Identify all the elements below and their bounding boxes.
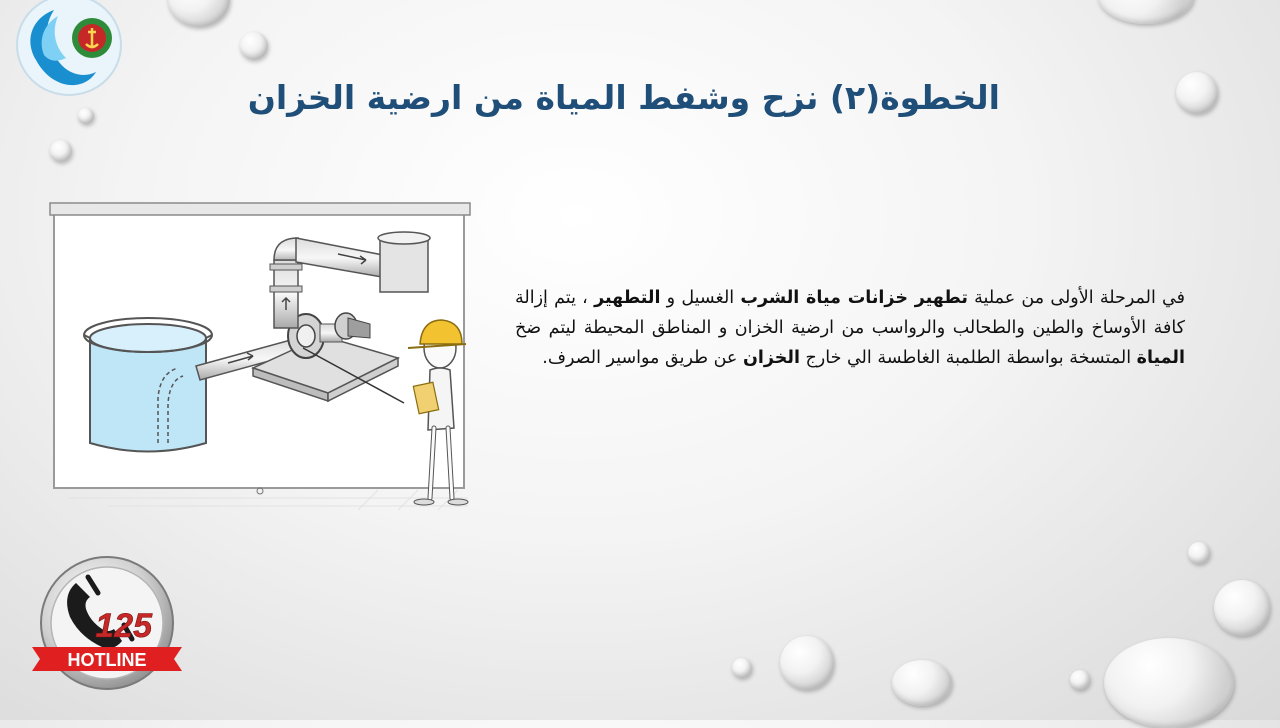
water-drop-decoration [1098,0,1194,24]
paragraph-bold: تطهير خزانات مياة الشرب [740,288,968,308]
water-drop-decoration [50,140,72,162]
water-drop-decoration [240,32,268,60]
water-drop-decoration [168,0,230,27]
water-drop-decoration [1214,580,1270,636]
paragraph-bold: المياة [1136,348,1185,368]
hotline-badge [32,555,182,695]
description-paragraph [515,283,1185,373]
water-drop-decoration [1176,72,1218,114]
paragraph-bold: التطهير [594,288,661,308]
paragraph-bold: الخزان [742,348,800,368]
water-drop-decoration [732,658,752,678]
paragraph-text: المتسخة بواسطة الطلمبة الغاطسة الي خارج [799,348,1137,368]
organization-logo [14,0,124,100]
water-drop-decoration [1104,638,1234,728]
paragraph-text: في المرحلة الأولى من عملية [967,288,1186,308]
paragraph-text: الغسيل و [660,288,741,308]
water-drop-decoration [780,636,834,690]
paragraph-text: ، يتم إزالة كافة الأوساخ والطين والطحالب والرواسب من ارضية الخزان و المناطق المحيطة ليتم ضخ [515,288,1185,338]
hotline-number: 125 [95,607,152,645]
slide-title: الخطوة(٢) نزح وشفط المياة من ارضية الخزان [247,78,1000,117]
paragraph-text: عن طريق مواسير الصرف. [542,348,743,368]
water-drop-decoration [892,660,952,706]
tank-pump-illustration [48,198,478,520]
water-drop-decoration [1188,542,1210,564]
water-drop-decoration [1070,670,1090,690]
water-drop-decoration [78,108,94,124]
hotline-label: HOTLINE [67,650,147,670]
